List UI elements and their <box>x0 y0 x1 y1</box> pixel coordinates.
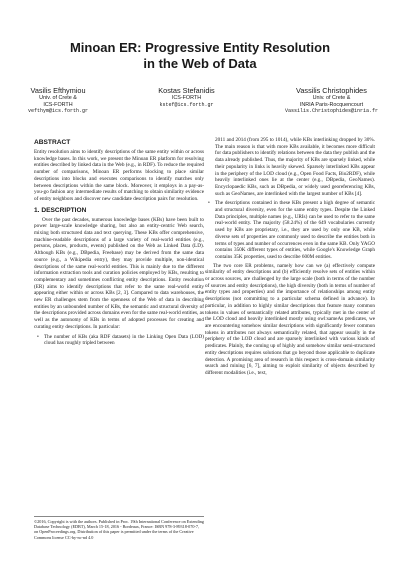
bullet-list <box>205 200 375 260</box>
author-3 <box>285 86 378 115</box>
author-email: vefthym@ics.forth.gr <box>28 108 89 115</box>
bullet-item: • The descriptions contained in these KBs present a high degree of semantic and structural diversity, even for the same entity types. Despite the Linked Data principles, multiple names (e.g., URIs) can be used to refer to the same real-world entity. The majority (58.24%) of the 649 vocabularies currently used by KBs are proprietary, i.e., they are used by only one KB, while diverse sets of properties are commonly used to describe the entities both in terms of types and number of occurrences even in the same KB. Only YAGO contains 350K different types of entities, while Google's Knowledge Graph contains 35K properties, used to describe 600M entities. <box>215 200 375 260</box>
left-column <box>34 139 204 349</box>
bullet-list <box>34 334 204 347</box>
author-2 <box>158 86 214 115</box>
author-block <box>28 86 378 115</box>
copyright-footnote: ©2016, Copyright is with the authors. Published in Proc. 19th International Conference on Extending Database Technology (EDBT), March 15-18, 2016 - Bordeaux, France: ISBN 978-3-89318-070-7, on OpenProceedings.org. Distribution of this paper is permitted under the terms of the Creative Commons license CC-by-nc-nd 4.0 <box>34 516 204 540</box>
abstract-heading: ABSTRACT <box>34 139 71 146</box>
paragraph: 2011 and 2014 (from 295 to 1014), while KBs interlinking dropped by 30%. The main reason is that with more KBs available, it becomes more difficult for data publishers to identify relations between the data they publish and the data already published. Thus, the majority of KBs are sparsely linked, while their popularity in links is heavily skewed. Sparsely interlinked KBs appear in the periphery of the LOD cloud (e.g., Open Food Facts, Bio2RDF), while heavily interlinked ones lie at the center (e.g., DBpedia, GeoNames). Encyclopaedic KBs, such as DBpedia, or widely used georeferencing KBs, such as GeoNames, are interlinked with the largest number of KBs [4]. <box>215 137 375 197</box>
paragraph: The two core ER problems, namely how can we (a) effectively compute similarity of entity descriptions and (b) efficiently resolve sets of entities within or across sources, are challenged by the large scale (both in terms of the number of sources and entity descriptions), the high diversity (both in terms of number of entity types and properties) and the importance of relationships among entity descriptions (not committing to a particular schema defined in advance). In particular, in addition to highly similar descriptions that feature many common tokens in values of semantically related attributes, typically met in the center of the LOD cloud and heavily interlinked mostly using owl:sameAs predicates, we are encountering somehow similar descriptions with significantly fewer common tokens in attributes not always semantically related, that appear usually in the periphery of the LOD cloud and are sparsely interlinked with various kinds of predicates. Plainly, the coming up of highly and somehow similar semi-structured entity descriptions requires solutions that go beyond those applicable to duplicate detection. A promising area of research in this respect is cross-domain similarity search and mining [6, 7], aiming to exploit similarity of objects described by different modalities (i.e., text, <box>205 262 375 376</box>
author-1 <box>28 86 88 115</box>
author-email: Vassilis.Christophides@inria.fr <box>284 108 378 115</box>
right-column <box>205 137 375 380</box>
section-heading: 1. DESCRIPTION <box>34 206 87 214</box>
abstract-text: Entity resolution aims to identify descriptions of the same entity within or across knowledge bases. In this work, we present the Minoan ER platform for resolving entities described by linked data in the Web (e.g., in RDF). To reduce the required number of comparisons, Minoan ER performs blocking to place similar descriptions into blocks and executes comparisons to identify matches only between descriptions within the same block. Moreover, it employs in a pay-as-you-go fashion any intermediate results of matching to obtain similarity evidence of entity neighbors and discover new candidate description pairs for resolution. <box>34 149 204 202</box>
bullet-item: • The number of KBs (aka RDF datasets) in the Linking Open Data (LOD) cloud has roughly tripled between <box>44 334 204 347</box>
author-affiliation: ICS-FORTH <box>43 101 73 108</box>
author-name: Kostas Stefanidis <box>158 86 215 95</box>
author-name: Vasilis Efthymiou <box>30 86 86 95</box>
paper-title <box>0 40 400 72</box>
title-line-1: Minoan ER: Progressive Entity Resolution <box>69 40 331 55</box>
author-affiliation: Univ. of Crete & <box>39 95 77 101</box>
author-affiliation: INRIA Paris-Rocquencourt <box>299 101 364 108</box>
author-affiliation: ICS-FORTH <box>171 95 202 101</box>
author-name: Vassilis Christophides <box>296 86 367 95</box>
author-affiliation: Univ. of Crete & <box>312 95 351 101</box>
paragraph: Over the past decades, numerous knowledge bases (KBs) have been built to power large-scale knowledge sharing, but also an entity-centric Web search, mixing both structured data and text querying. These KBs offer comprehensive, machine-readable descriptions of a large variety of real-world entities (e.g., persons, places, products, events) published on the Web as Linked Data (LD). Although KBs (e.g., DBpedia, Freebase) may be derived from the same data source (e.g., a Wikipedia entry), they may provide multiple, non-identical descriptions of the same real-world entities. This is mainly due to the different information extraction tools and curation policies employed by KBs, resulting to complementary and sometimes conflicting entity descriptions. Entity resolution (ER) aims to identify descriptions that refer to the same real-world entity appearing either within or across KBs [2, 3]. Compared to data warehouses, the new ER challenges stem from the openness of the Web of data in describing entities by an unbounded number of KBs, the semantic and structural diversity of the descriptions provided across domains even for the same real-world entities, as well as the autonomy of KBs in terms of adopted processes for creating and curating entity descriptions. In particular: <box>34 216 204 330</box>
author-email: kstef@ics.forth.gr <box>159 101 214 108</box>
title-line-2: in the Web of Data <box>143 56 257 71</box>
